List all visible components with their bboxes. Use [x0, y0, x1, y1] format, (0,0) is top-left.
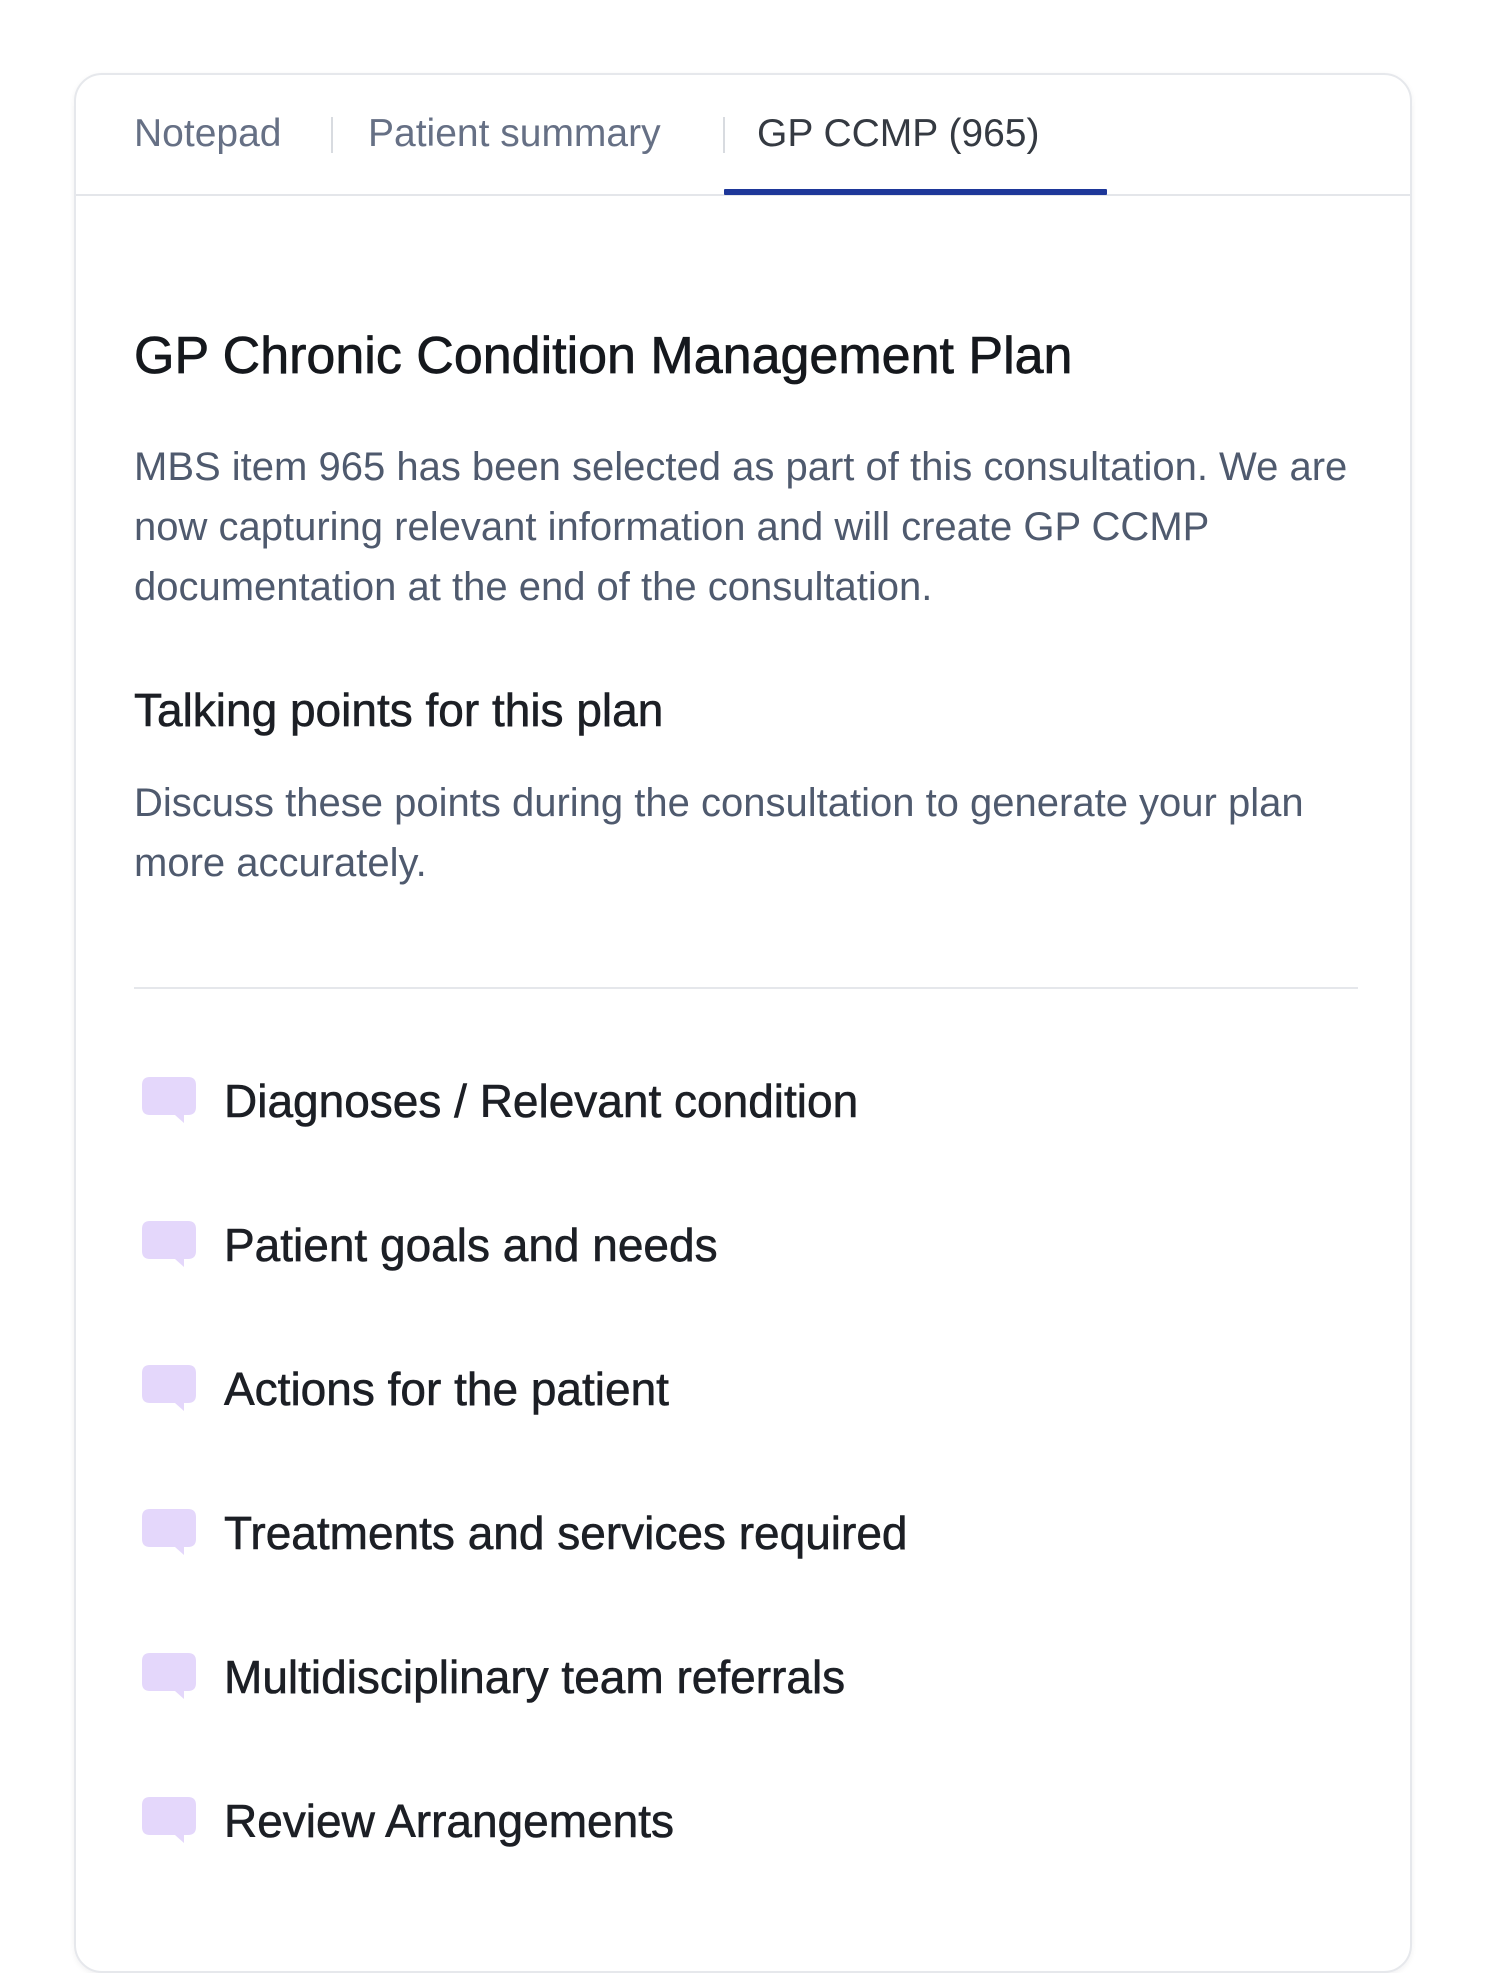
talking-point-item	[134, 1061, 1358, 1141]
talking-point-label: Actions for the patient	[224, 1363, 669, 1415]
talking-point-label: Review Arrangements	[224, 1795, 674, 1847]
talking-point-item	[134, 1349, 1358, 1429]
plan-title: GP Chronic Condition Management Plan	[134, 327, 1073, 385]
talking-point-label: Diagnoses / Relevant condition	[224, 1075, 859, 1127]
talking-point-item	[134, 1637, 1358, 1717]
ccmp-panel	[74, 73, 1412, 1973]
talking-point-item	[134, 1205, 1358, 1285]
speech-bubble-icon	[142, 1221, 196, 1267]
tab-gp-ccmp[interactable]: GP CCMP (965)	[757, 112, 1040, 155]
talking-points-description: Discuss these points during the consultation to generate your plan more accurately.	[134, 781, 1304, 885]
tab-patient-summary[interactable]: Patient summary	[368, 112, 661, 155]
speech-bubble-icon	[142, 1365, 196, 1411]
talking-points-heading: Talking points for this plan	[134, 684, 664, 736]
speech-bubble-icon	[142, 1653, 196, 1699]
speech-bubble-icon	[142, 1077, 196, 1123]
plan-description: MBS item 965 has been selected as part of this consultation. We are now capturing relevant information and will create GP CCMP documentation at the end of the consultation.	[134, 445, 1348, 609]
tab-separator	[331, 117, 333, 153]
active-tab-indicator	[724, 189, 1107, 195]
talking-point-item	[134, 1781, 1358, 1861]
tab-notepad[interactable]: Notepad	[134, 112, 282, 155]
speech-bubble-icon	[142, 1509, 196, 1555]
talking-point-label: Patient goals and needs	[224, 1219, 718, 1271]
tab-separator	[723, 117, 725, 153]
section-divider	[134, 987, 1358, 989]
talking-point-label: Treatments and services required	[224, 1507, 908, 1559]
speech-bubble-icon	[142, 1797, 196, 1843]
tab-bar	[76, 75, 1410, 196]
talking-point-label: Multidisciplinary team referrals	[224, 1651, 846, 1703]
talking-point-item	[134, 1493, 1358, 1573]
